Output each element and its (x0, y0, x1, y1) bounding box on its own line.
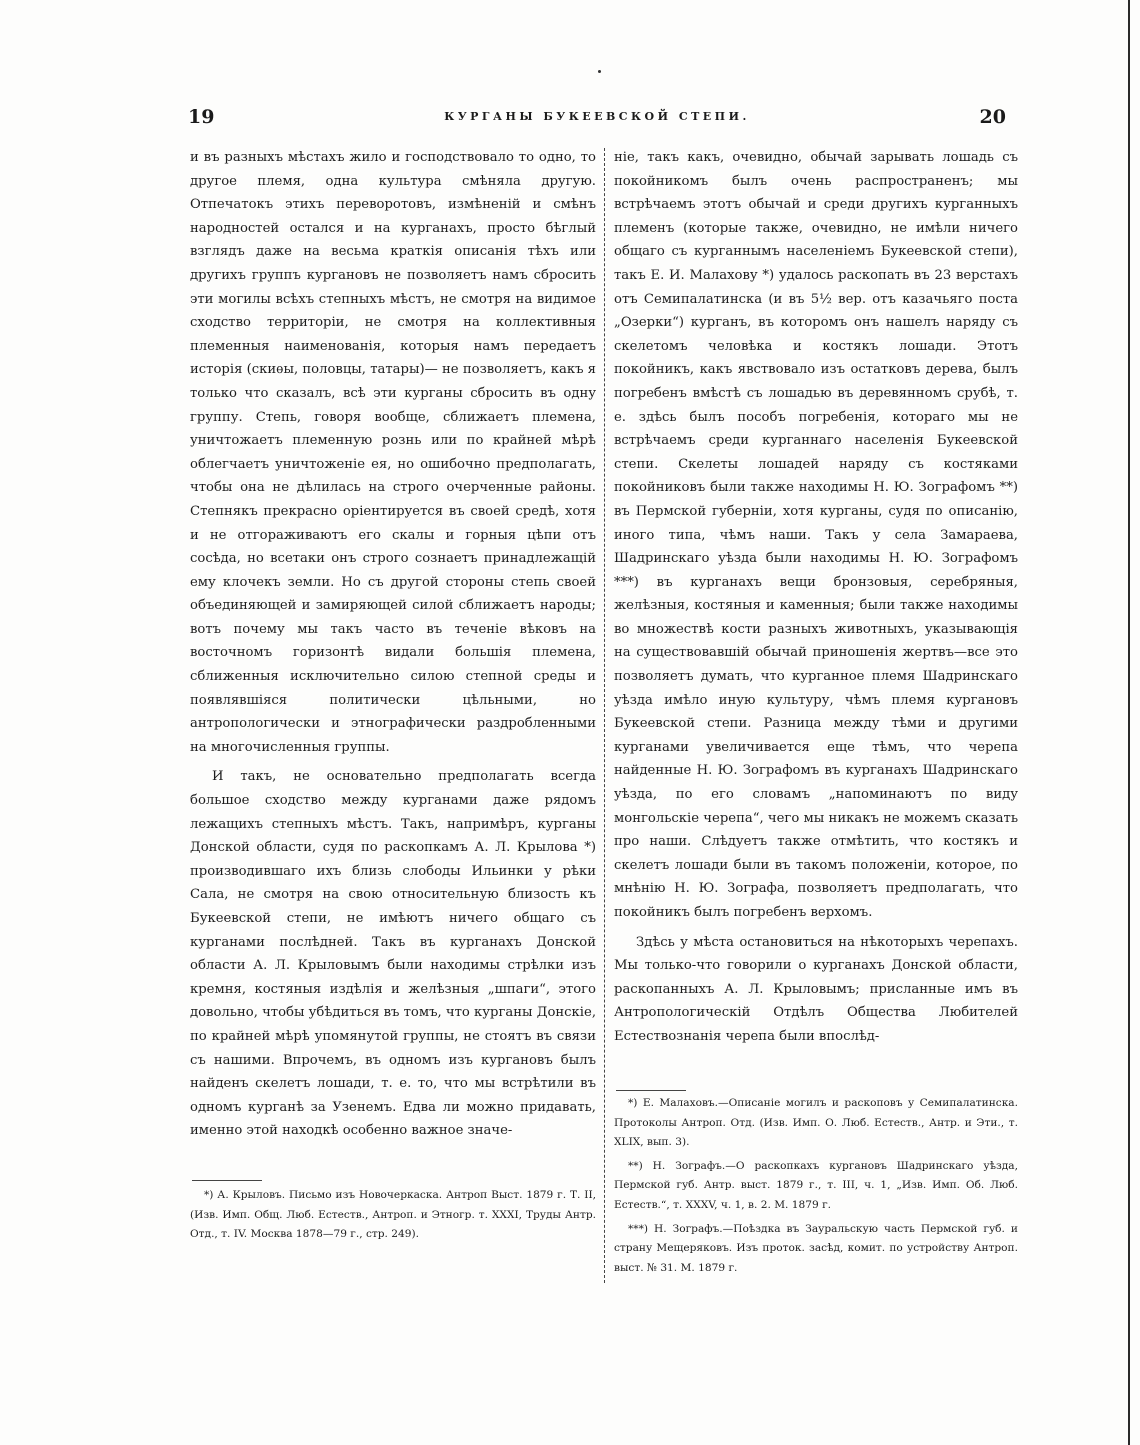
footnote-left-1: *) А. Крыловъ. Письмо изъ Новочеркаска. Антроп Выст. 1879 г. Т. II, (Изв. Имп. Общ. Люб. Естеств., Антроп. и Этногр. т. XXXI, Труды Антр. Отд., т. IV. Москва 1878—79 г., стр. 249). (190, 1189, 596, 1241)
running-title: КУРГАНЫ БУКЕЕВСКОЙ СТЕПИ. (444, 110, 750, 123)
page-edge-line (1128, 0, 1130, 1445)
footnote-right-1: *) Е. Малаховъ.—Описаніе могилъ и раскоповъ у Семипалатинска. Протоколы Антроп. Отд. (Изв. Имп. О. Люб. Естеств., Антр. и Эти., т. XLIX, вып. 3). (614, 1097, 1018, 1149)
page-number-right: 20 (979, 106, 1006, 128)
left-paragraph-1: и въ разныхъ мѣстахъ жило и господствовало то одно, то другое племя, одна культура смѣняла другую. Отпечатокъ этихъ переворотовъ, измѣненій и смѣнъ народностей остался и на курганахъ, просто бѣглый взглядъ даже на весьма краткія описанія тѣхъ или другихъ группъ кургановъ не позволяетъ намъ сбросить эти могилы всѣхъ степныхъ мѣстъ, не смотря на видимое сходство территоріи, не смотря на коллективныя племенныя наименованія, которыя намъ передаетъ исторія (скиѳы, половцы, татары)— не позволяетъ, какъ я только что сказалъ, всѣ эти курганы сбросить въ одну группу. Степь, говоря вообще, сближаетъ племена, уничтожаетъ племенную рознь или по крайней мѣрѣ облегчаетъ уничтоженіе ея, но ошибочно предполагать, чтобы она не дѣлилась на строго очерченные районы. Степнякъ прекрасно оріентируется въ своей средѣ, хотя и не отгораживаютъ его скалы и горныя цѣпи отъ сосѣда, но всетаки онъ строго сознаетъ принадлежащій ему клочекъ земли. Но съ другой стороны степь своей объединяющей и замиряющей силой сближаетъ народы; вотъ почему мы такъ часто въ теченіе вѣковъ на восточномъ горизонтѣ видали большія племена, сближенныя исключительно силою степной среды и появлявшіяся политически цѣльными, но антропологически и этнографически раздробленными на многочисленныя группы. (190, 150, 596, 755)
page-header (188, 106, 1006, 130)
left-paragraph-2: И такъ, не основательно предполагать всегда большое сходство между курганами даже рядомъ лежащихъ степныхъ мѣстъ. Такъ, напримѣръ, курганы Донской области, судя по раскопкамъ А. Л. Крылова *) производившаго ихъ близь слободы Ильинки у рѣки Сала, не смотря на свою относительную близость къ Букеевской степи, не имѣютъ ничего общаго съ курганами послѣдней. Такъ въ курганахъ Донской области А. Л. Крыловымъ были находимы стрѣлки изъ кремня, костяныя издѣлія и желѣзныя „шпаги“, этого довольно, чтобы убѣдиться въ томъ, что курганы Донскіе, по крайней мѣрѣ упомянутой группы, не стоятъ въ связи съ нашими. Впрочемъ, въ одномъ изъ кургановъ былъ найденъ скелетъ лошади, т. е. то, что мы встрѣтили въ одномъ курганѣ за Узенемъ. Едва ли можно придавать, именно этой находкѣ особенно важное значе- (190, 769, 597, 1139)
footnote-rule-left (192, 1180, 262, 1181)
footnote-rule-right (616, 1090, 686, 1091)
footnotes-left (190, 1186, 596, 1249)
page-number-left: 19 (188, 106, 215, 128)
print-speck (598, 70, 601, 73)
footnote-right-2: **) Н. Зографъ.—О раскопкахъ кургановъ Шадринскаго уѣзда, Пермской губ. Антр. выст. 1879 г., т. III, ч. 1, „Изв. Имп. Об. Люб. Естеств.“, т. XXXV, ч. 1, в. 2. М. 1879 г. (614, 1159, 1018, 1211)
footnotes-right (614, 1094, 1018, 1282)
left-column (190, 146, 596, 1143)
right-paragraph-2: Здѣсь у мѣста остановиться на нѣкоторыхъ черепахъ. Мы только-что говорили о курганахъ Донской области, раскопанныхъ А. Л. Крыловымъ; присланные имъ въ Антропологическій Отдѣлъ Общества Любителей Естествознанія черепа были впослѣд- (614, 934, 1018, 1044)
right-paragraph-1: ніе, такъ какъ, очевидно, обычай зарывать лошадь съ покойникомъ былъ очень распространенъ; мы встрѣчаемъ этотъ обычай и среди другихъ курганныхъ племенъ (которые также, очевидно, не имѣли ничего общаго съ курганнымъ населеніемъ Букеевской степи), такъ Е. И. Малахову *) удалось раскопать въ 23 верстахъ отъ Семипалатинска (и въ 5½ вер. отъ казачьяго поста „Озерки“) курганъ, въ которомъ онъ нашелъ наряду съ скелетомъ человѣка и костякъ лошади. Этотъ покойникъ, какъ явствовало изъ остатковъ дерева, былъ погребенъ вмѣстѣ съ лошадью въ деревянномъ срубѣ, т. е. здѣсь былъ пособъ погребенія, котораго мы не встрѣчаемъ среди курганнаго населенія Букеевской степи. Скелеты лошадей наряду съ костяками покойниковъ были также находимы Н. Ю. Зографомъ **) въ Пермской губерніи, хотя курганы, судя по описанію, иного типа, чѣмъ наши. Такъ у села Замараева, Шадринскаго уѣзда были находимы Н. Ю. Зографомъ ***) въ курганахъ вещи бронзовыя, серебряныя, желѣзныя, костяныя и каменныя; были также находимы во множествѣ кости разныхъ животныхъ, указывающія на существовавшій обычай приношенія жертвъ—все это позволяетъ думать, что курганное племя Шадринскаго уѣзда имѣло иную культуру, чѣмъ племя кургановъ Букеевской степи. Разница между тѣми и другими курганами увеличивается еще тѣмъ, что черепа найденные Н. Ю. Зографомъ въ курганахъ Шадринскаго уѣзда, по его словамъ „напоминаютъ по виду монгольскіе черепа“, чего мы никакъ не можемъ сказать про наши. Слѣдуетъ также отмѣтить, что костякъ и скелетъ лошади были въ такомъ положеніи, которое, по мнѣнію Н. Ю. Зографа, позволяетъ предполагать, что покойникъ былъ погребенъ верхомъ. (614, 150, 1018, 920)
footnote-right-3: ***) Н. Зографъ.—Поѣздка въ Зауральскую часть Пермской губ. и страну Мещеряковъ. Изъ проток. засѣд, комит. по устройству Антроп. выст. № 31. М. 1879 г. (614, 1222, 1018, 1274)
right-column (614, 146, 1018, 1049)
column-divider (604, 148, 605, 1283)
